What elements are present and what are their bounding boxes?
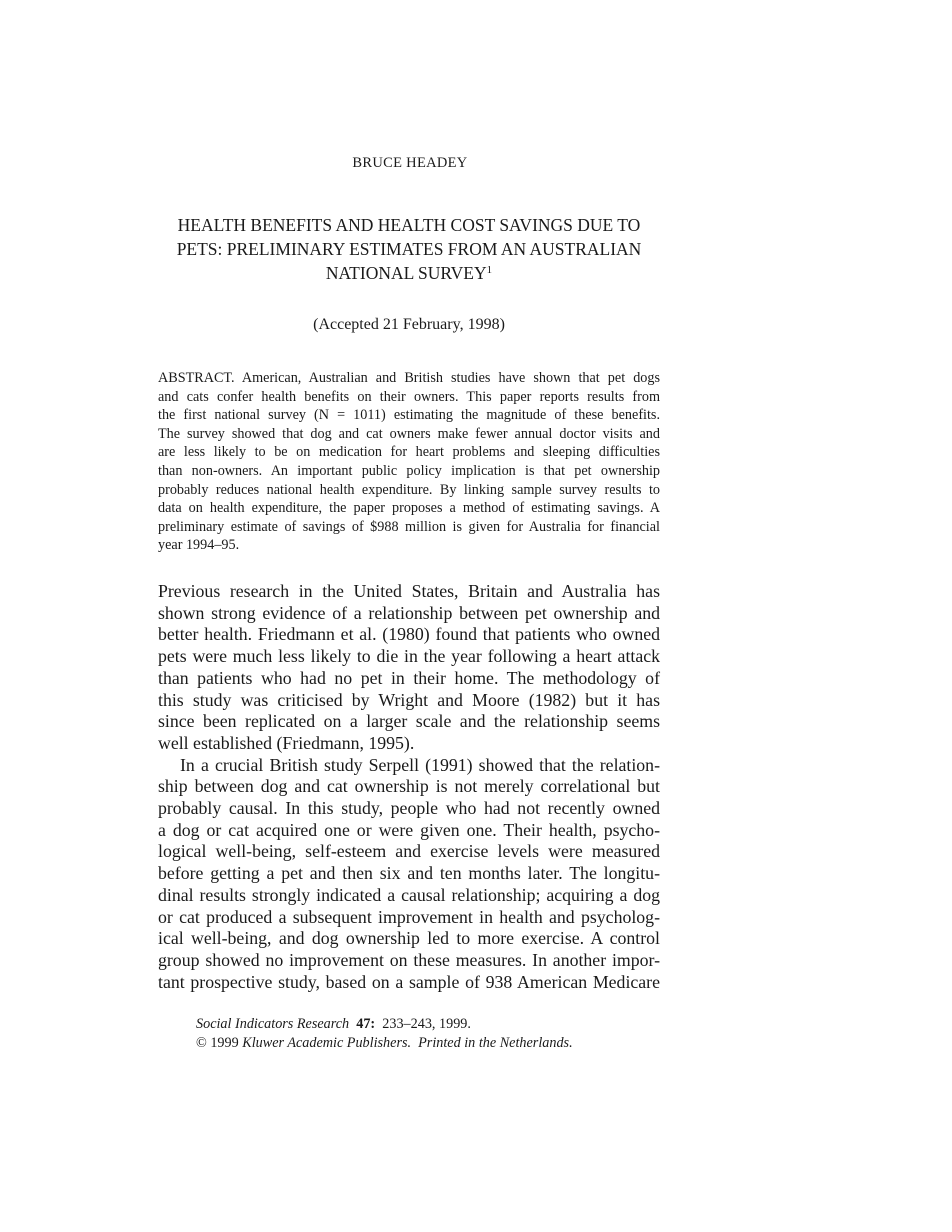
- publisher-name: Kluwer Academic Publishers.: [242, 1034, 412, 1051]
- journal-volume: 47:: [356, 1016, 376, 1032]
- title-line-text: NATIONAL SURVEY: [325, 263, 487, 283]
- abstract-line: probably reduces national health expenditure. By linking sample survey results to: [158, 481, 660, 498]
- body-line: group showed no improvement on these measures. In another impor-: [158, 949, 660, 970]
- body-line: than patients who had no pet in their home. The methodology of: [158, 667, 660, 688]
- paragraph-2: [158, 755, 660, 994]
- body-line: before getting a pet and then six and ten months later. The longitu-: [158, 863, 660, 884]
- abstract-line: data on health expenditure, the paper proposes a method of estimating savings. A: [158, 500, 660, 517]
- abstract-line: and cats confer health benefits on their owners. This paper reports results from: [158, 388, 660, 405]
- journal-name: Social Indicators Research: [196, 1016, 350, 1032]
- body-line: tant prospective study, based on a sample of 938 American Medicare: [158, 971, 660, 992]
- abstract-line: year 1994–95.: [158, 537, 240, 554]
- body-line: probably causal. In this study, people who had not recently owned: [158, 798, 660, 819]
- body-line: since been replicated on a larger scale and the relationship seems: [158, 711, 660, 732]
- body-line: this study was criticised by Wright and Moore (1982) but it has: [158, 689, 660, 710]
- paragraph-1: [158, 581, 660, 755]
- copyright-line: [196, 1034, 573, 1053]
- body-line: ship between dog and cat ownership is not merely correlational but: [158, 776, 660, 797]
- body-text: [158, 581, 660, 993]
- citation-line: [196, 1015, 573, 1034]
- abstract-line: than non-owners. An important public policy implication is that pet ownership: [158, 462, 660, 479]
- title-line: PETS: PRELIMINARY ESTIMATES FROM AN AUSTRALIAN: [176, 239, 642, 259]
- body-line: ical well-being, and dog ownership led to more exercise. A control: [158, 928, 660, 949]
- abstract-line: ABSTRACT. American, Australian and British studies have shown that pet dogs: [158, 370, 660, 386]
- journal-footer: [196, 1015, 573, 1052]
- abstract: [158, 369, 660, 555]
- body-line: dinal results strongly indicated a causal relationship; acquiring a dog: [158, 884, 660, 905]
- title-footnote-mark[interactable]: 1: [486, 264, 493, 276]
- body-line: shown strong evidence of a relationship between pet ownership and: [158, 602, 660, 623]
- journal-pages: 233–243, 1999.: [382, 1016, 471, 1032]
- abstract-line: preliminary estimate of savings of $988 million is given for Australia for financial: [158, 518, 660, 535]
- printed-location: Printed in the Netherlands.: [418, 1034, 573, 1051]
- accepted-date: (Accepted 21 February, 1998): [313, 316, 505, 333]
- body-line: logical well-being, self-esteem and exercise levels were measured: [158, 841, 660, 862]
- body-line: Previous research in the United States, Britain and Australia has: [158, 581, 660, 601]
- title-line-last: [158, 261, 660, 285]
- body-line: a dog or cat acquired one or were given one. Their health, psycho-: [158, 819, 660, 840]
- abstract-line: the first national survey (N = 1011) estimating the magnitude of these benefits.: [158, 407, 660, 424]
- author-name: BRUCE HEADEY: [352, 155, 468, 171]
- title-line: HEALTH BENEFITS AND HEALTH COST SAVINGS DUE TO: [177, 215, 641, 235]
- body-line: or cat produced a subsequent improvement in health and psycholog-: [158, 906, 660, 927]
- paper-title: [158, 213, 660, 285]
- copyright-year: © 1999: [196, 1034, 239, 1051]
- body-line: In a crucial British study Serpell (1991) showed that the relation-: [180, 754, 660, 775]
- abstract-line: The survey showed that dog and cat owners make fewer annual doctor visits and: [158, 425, 660, 442]
- body-line: better health. Friedmann et al. (1980) found that patients who owned: [158, 624, 660, 645]
- body-line: pets were much less likely to die in the year following a heart attack: [158, 646, 660, 667]
- body-line: well established (Friedmann, 1995).: [158, 732, 415, 753]
- abstract-line: are less likely to be on medication for heart problems and sleeping difficulties: [158, 444, 660, 461]
